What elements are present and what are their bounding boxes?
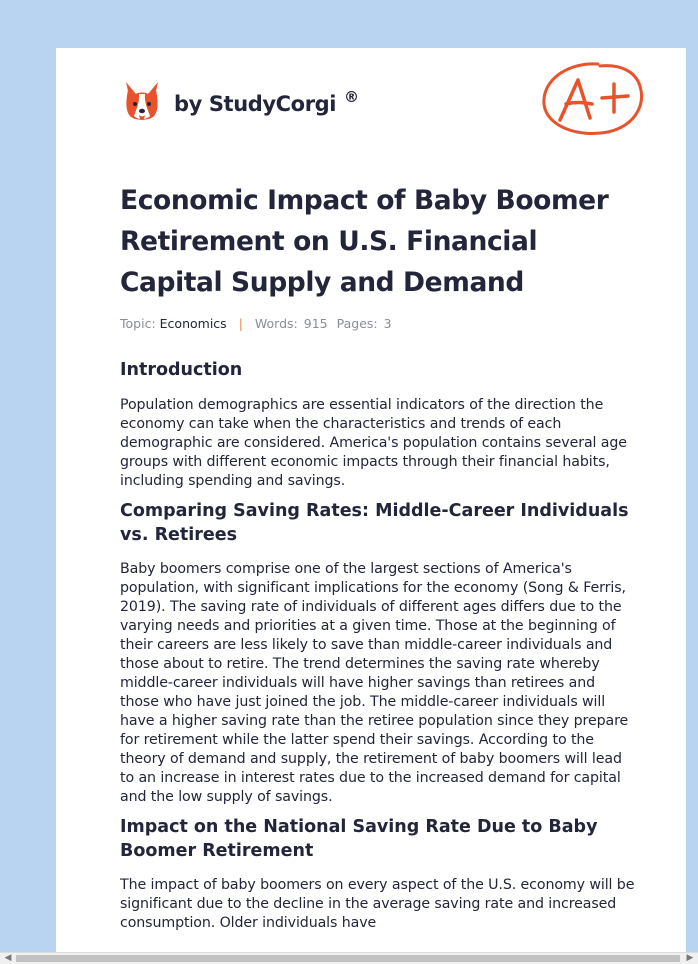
scrollbar-thumb[interactable]: [16, 955, 680, 962]
a-plus-grade-stamp: [538, 58, 648, 140]
section-paragraph: Population demographics are essential indicators of the direction the economy can take when the characteristics and trends of each demographic are considered. America's population contains several age groups with different economic impacts through their financial habits, including spending and savings.: [120, 397, 627, 489]
meta-separator: |: [238, 316, 243, 331]
pages-count: 3: [383, 316, 392, 331]
studycorgi-logo[interactable]: [122, 78, 359, 124]
article-content: [120, 180, 636, 933]
scroll-right-icon[interactable]: ▶: [686, 953, 694, 963]
corgi-icon: [122, 80, 162, 122]
section-heading: Introduction: [120, 360, 243, 380]
document-page: [56, 48, 686, 952]
section-heading: Comparing Saving Rates: Middle-Career Individuals vs. Retirees: [120, 501, 629, 545]
article-meta: [120, 316, 636, 331]
words-label: Words:: [254, 316, 298, 331]
section-paragraph: Baby boomers comprise one of the largest sections of America's population, with significant implications for the economy (Song & Ferris, 2019). The saving rate of individuals of different ages differs due to the varying needs and priorities at a given time. Those at the beginning of their careers are less likely to save than middle-career individuals and those about to retire. The trend determines the saving rate whereby middle-career individuals will have higher savings than retirees and those who have just joined the job. The middle-career individuals will have a higher saving rate than the retiree population since they prepare for retirement while the latter spend their savings. According to the theory of demand and supply, the retirement of baby boomers will lead to an increase in interest rates due to the increased demand for capital and the low supply of savings.: [120, 561, 629, 805]
words-count: 915: [303, 316, 328, 331]
section-heading: Impact on the National Saving Rate Due to Baby Boomer Retirement: [120, 817, 598, 861]
brand-name: by StudyCorgi: [174, 92, 337, 116]
pages-label: Pages:: [336, 316, 378, 331]
registered-mark: ®: [344, 88, 359, 106]
section-paragraph: The impact of baby boomers on every aspect of the U.S. economy will be significant due to the decline in the average saving rate and increased consumption. Older individuals have: [120, 877, 635, 931]
scroll-left-icon[interactable]: ◀: [4, 953, 12, 963]
horizontal-scrollbar[interactable]: [0, 952, 698, 964]
topic-link[interactable]: Economics: [159, 316, 227, 331]
topic-label: Topic:: [120, 316, 156, 331]
article-title: Economic Impact of Baby Boomer Retirement on U.S. Financial Capital Supply and Demand: [120, 185, 609, 298]
